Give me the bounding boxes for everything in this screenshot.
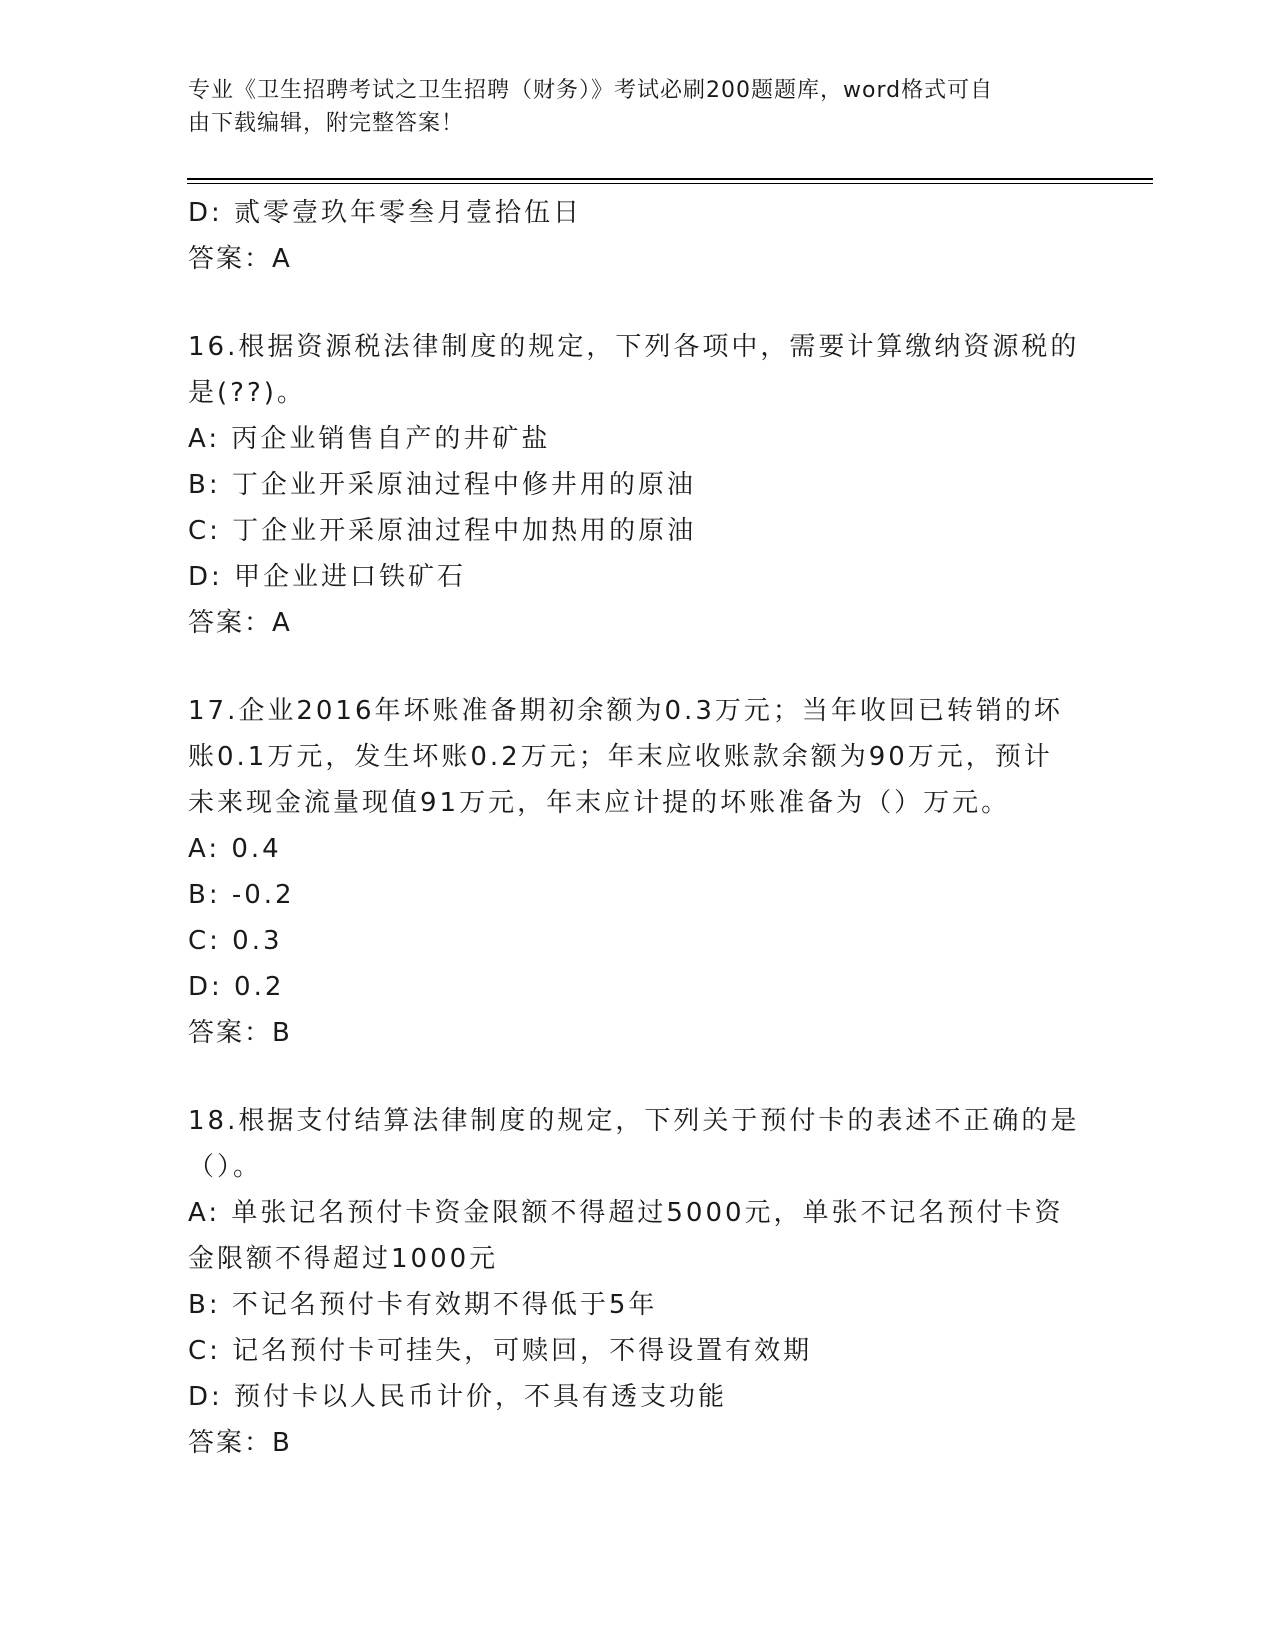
question-line: D: 预付卡以人民币计价，不具有透支功能	[188, 1382, 728, 1412]
question-line: A: 0.4	[188, 834, 282, 864]
question-block	[188, 1098, 1088, 1466]
question-block	[188, 688, 1088, 1056]
document-header	[188, 74, 1068, 140]
question-line: A: 单张记名预付卡资金限额不得超过5000元，单张不记名预付卡资	[188, 1198, 1064, 1228]
answer-line: 答案：B	[188, 1428, 292, 1458]
question-line: 未来现金流量现值91万元，年末应计提的坏账准备为（）万元。	[188, 788, 1011, 818]
question-block	[188, 190, 1088, 282]
question-line: C: 丁企业开采原油过程中加热用的原油	[188, 516, 697, 546]
question-line: C: 0.3	[188, 926, 283, 956]
question-line: C: 记名预付卡可挂失，可赎回，不得设置有效期	[188, 1336, 813, 1366]
answer-line: 答案：B	[188, 1018, 292, 1048]
question-line: D: 贰零壹玖年零叁月壹拾伍日	[188, 198, 583, 228]
question-line: 16.根据资源税法律制度的规定，下列各项中，需要计算缴纳资源税的	[188, 332, 1080, 362]
question-list	[188, 190, 1088, 1466]
question-line: B: 丁企业开采原油过程中修井用的原油	[188, 470, 696, 500]
question-line: 18.根据支付结算法律制度的规定，下列关于预付卡的表述不正确的是	[188, 1106, 1080, 1136]
answer-line: 答案：A	[188, 244, 292, 274]
question-line: D: 甲企业进口铁矿石	[188, 562, 467, 592]
answer-line: 答案：A	[188, 608, 292, 638]
question-line: 是(??)。	[188, 378, 306, 408]
header-divider-thick	[187, 178, 1153, 180]
question-line: D: 0.2	[188, 972, 285, 1002]
question-block	[188, 324, 1088, 646]
question-line: 账0.1万元，发生坏账0.2万元；年末应收账款余额为90万元，预计	[188, 742, 1053, 772]
question-line: B: -0.2	[188, 880, 295, 910]
question-line: A: 丙企业销售自产的井矿盐	[188, 424, 551, 454]
header-line-2: 由下载编辑，附完整答案！	[188, 111, 465, 136]
header-divider-thin	[187, 183, 1153, 184]
question-line: 金限额不得超过1000元	[188, 1244, 499, 1274]
question-line: 17.企业2016年坏账准备期初余额为0.3万元；当年收回已转销的坏	[188, 696, 1063, 726]
question-line: （）。	[188, 1152, 263, 1182]
question-line: B: 不记名预付卡有效期不得低于5年	[188, 1290, 658, 1320]
header-line-1: 专业《卫生招聘考试之卫生招聘（财务）》考试必刷200题题库，word格式可自	[188, 78, 994, 103]
